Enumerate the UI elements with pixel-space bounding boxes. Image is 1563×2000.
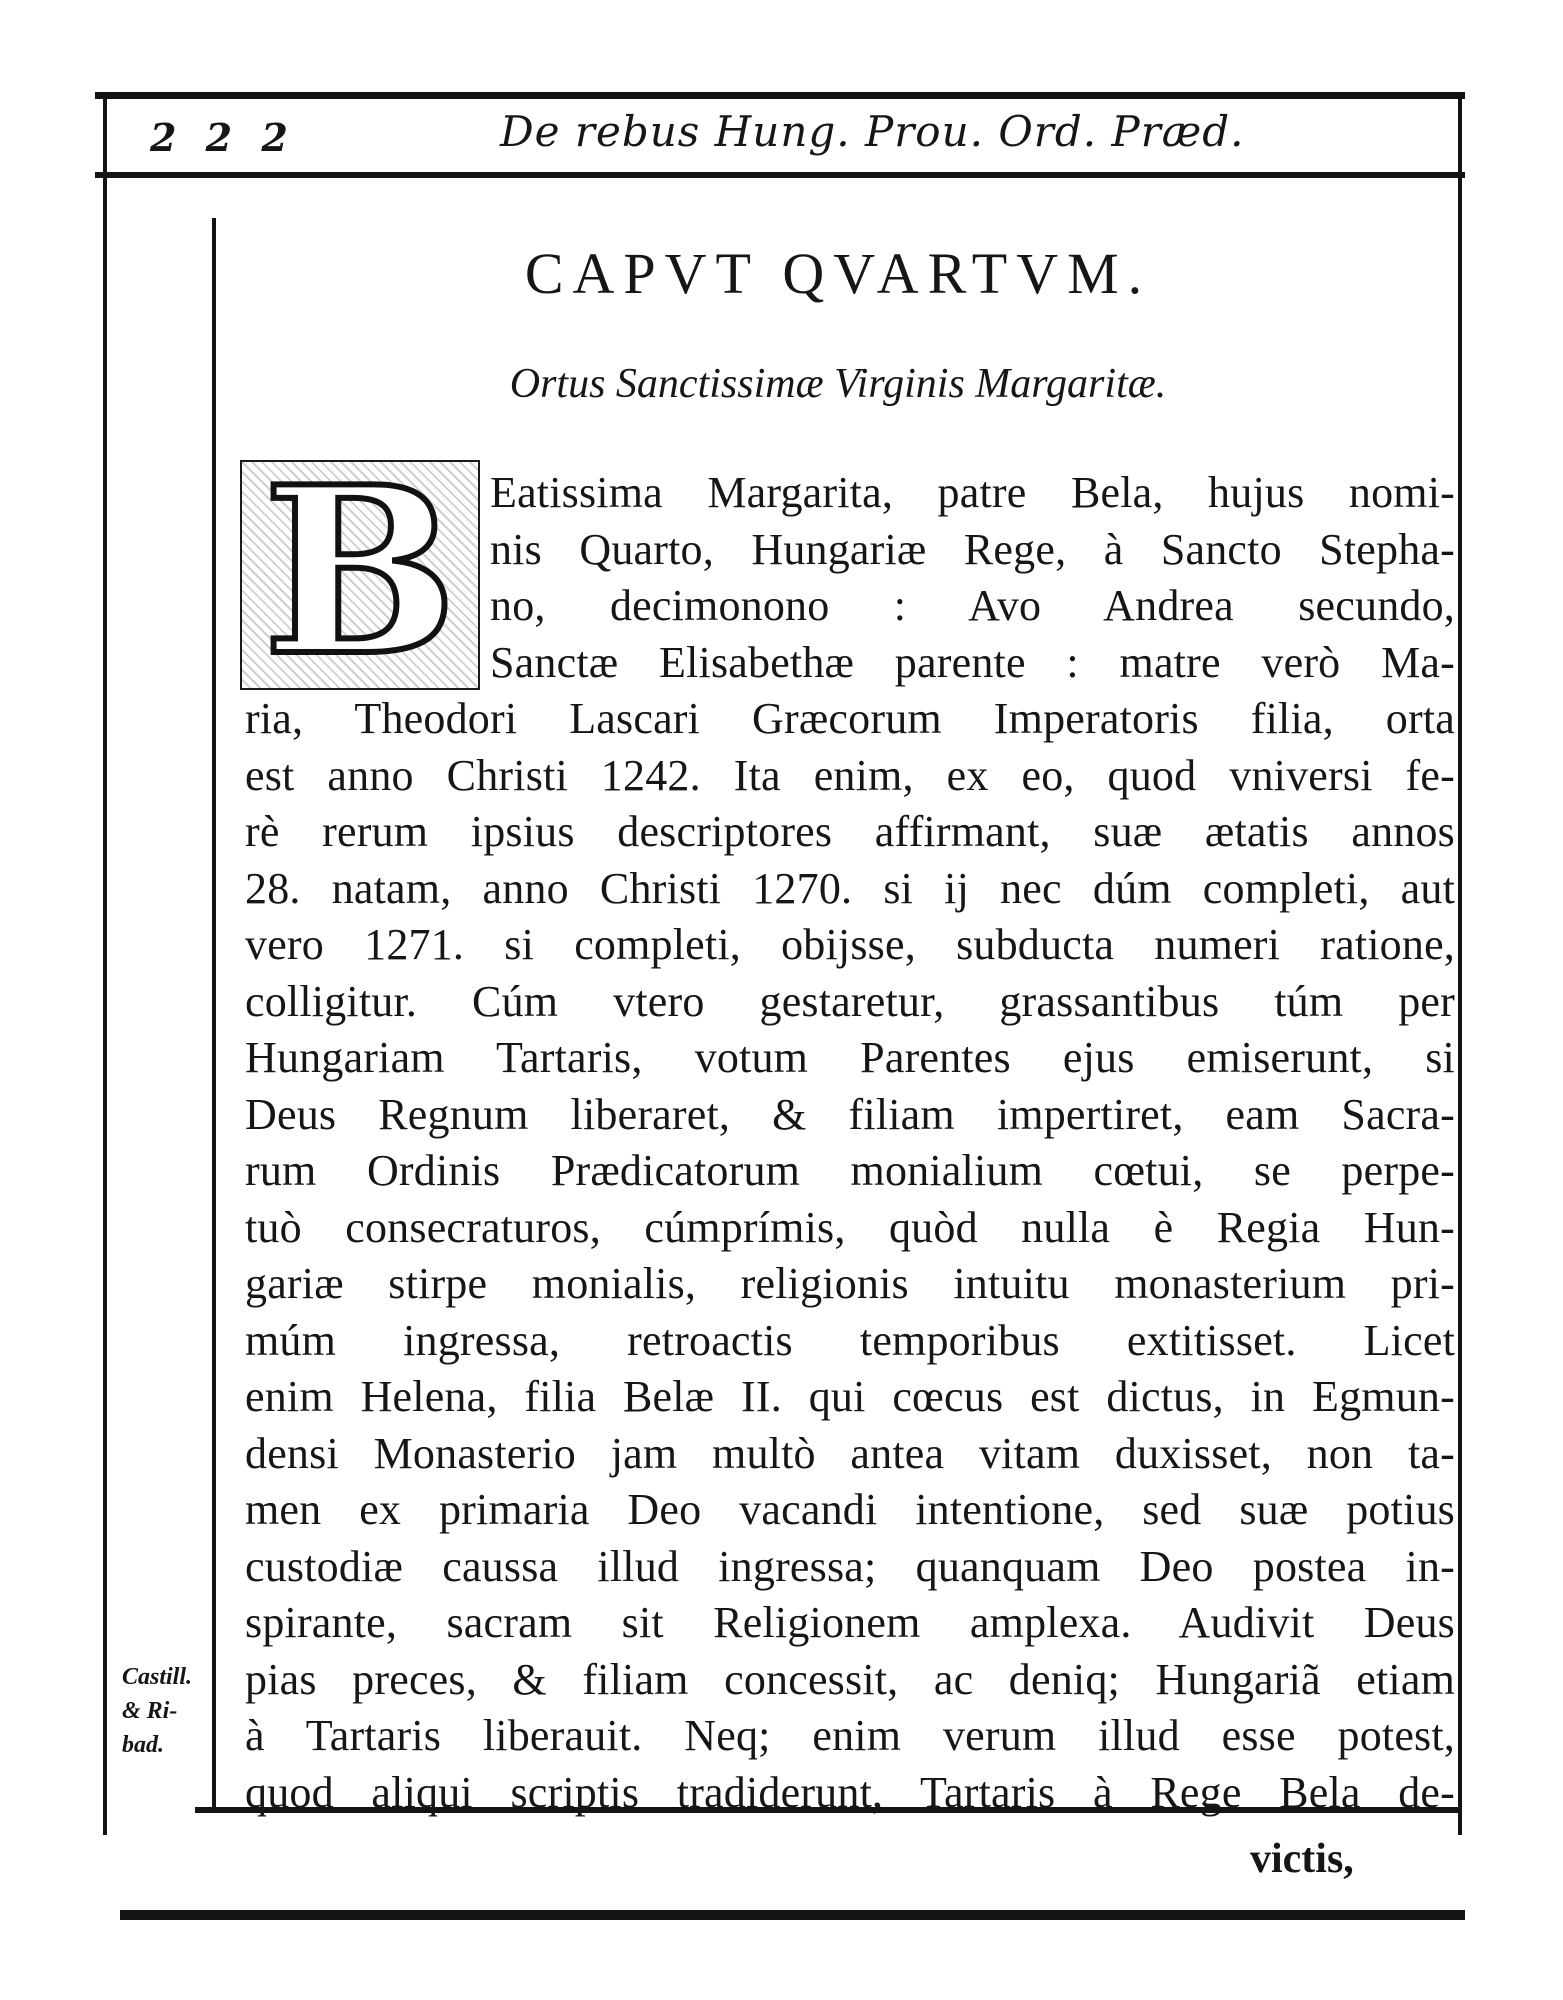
head-underline-rule: [95, 172, 1465, 178]
text-line: à Tartaris liberauit. Neq; enim verum illud esse potest,: [245, 1711, 1455, 1760]
chapter-subtitle: Ortus Sanctissimæ Virginis Margaritæ.: [509, 361, 1167, 407]
text-line: múm ingressa, retroactis temporibus extitisset. Licet: [245, 1315, 1455, 1365]
text-line: vero 1271. si completi, obijsse, subducta numeri ratione,: [245, 920, 1455, 969]
text-line: custodiæ caussa illud ingressa; quanquam Deo postea in-: [245, 1541, 1455, 1591]
text-line: densi Monasterio jam multò antea vitam duxisset, non ta-: [245, 1428, 1455, 1478]
top-rule: [95, 92, 1465, 99]
margin-note-line: bad.: [122, 1732, 164, 1758]
text-line: est anno Christi 1242. Ita enim, ex eo, quod vniversi fe-: [245, 750, 1455, 800]
text-line: spirante, sacram sit Religionem amplexa. Audivit Deus: [245, 1598, 1455, 1647]
text-line: nis Quarto, Hungariæ Rege, à Sancto Stepha-: [490, 524, 1455, 574]
text-line: no, decimonono : Avo Andrea secundo,: [490, 581, 1455, 630]
running-title: De rebus Hung. Prou. Ord. Præd.: [500, 107, 1245, 156]
page-number: 2 2 2: [150, 115, 296, 160]
catchword: victis,: [1250, 1836, 1354, 1882]
text-line: gariæ stirpe monialis, religionis intuitu monasterium pri-: [245, 1259, 1455, 1308]
text-line: rum Ordinis Prædicatorum monialium cœtui, se perpe-: [245, 1146, 1455, 1195]
text-line: colligitur. Cúm vtero gestaretur, grassantibus túm per: [245, 976, 1455, 1026]
footer-rule: [120, 1910, 1465, 1920]
text-line: Deus Regnum liberaret, & filiam impertiret, eam Sacra-: [245, 1089, 1455, 1139]
text-line: Sanctæ Elisabethæ parente : matre verò Ma-: [490, 637, 1455, 687]
margin-note: [122, 1660, 212, 1762]
initial-letter: B: [262, 437, 458, 707]
margin-divider-rule: [212, 218, 216, 1808]
text-line: Eatissima Margarita, patre Bela, hujus nomi-: [490, 468, 1455, 517]
margin-note-line: Castill.: [122, 1664, 193, 1690]
text-line: Hungariam Tartaris, votum Parentes ejus emiserunt, si: [245, 1033, 1455, 1082]
margin-note-line: & Ri-: [122, 1698, 178, 1724]
right-frame-rule: [1458, 95, 1462, 1835]
text-line: rè rerum ipsius descriptores affirmant, suæ ætatis annos: [245, 807, 1455, 856]
text-line: 28. natam, anno Christi 1270. si ij nec dúm completi, aut: [245, 863, 1455, 913]
text-line: enim Helena, filia Belæ II. qui cœcus est dictus, in Egmun-: [245, 1372, 1455, 1421]
text-line: pias preces, & filiam concessit, ac deniq; Hungariã etiam: [245, 1654, 1455, 1704]
chapter-title: CAPVT QVARTVM.: [524, 241, 1152, 306]
text-line: ria, Theodori Lascari Græcorum Imperatoris filia, orta: [245, 694, 1455, 743]
running-head: [120, 105, 1440, 165]
body-text: [245, 465, 1455, 1821]
text-line: men ex primaria Deo vacandi intentione, sed suæ potius: [245, 1485, 1455, 1534]
text-line: tuò consecraturos, cúmprímis, quòd nulla è Regia Hun-: [245, 1202, 1455, 1252]
text-line: quod aliqui scriptis tradiderunt, Tartaris à Rege Bela de-: [245, 1767, 1455, 1817]
left-frame-rule: [103, 95, 107, 1835]
